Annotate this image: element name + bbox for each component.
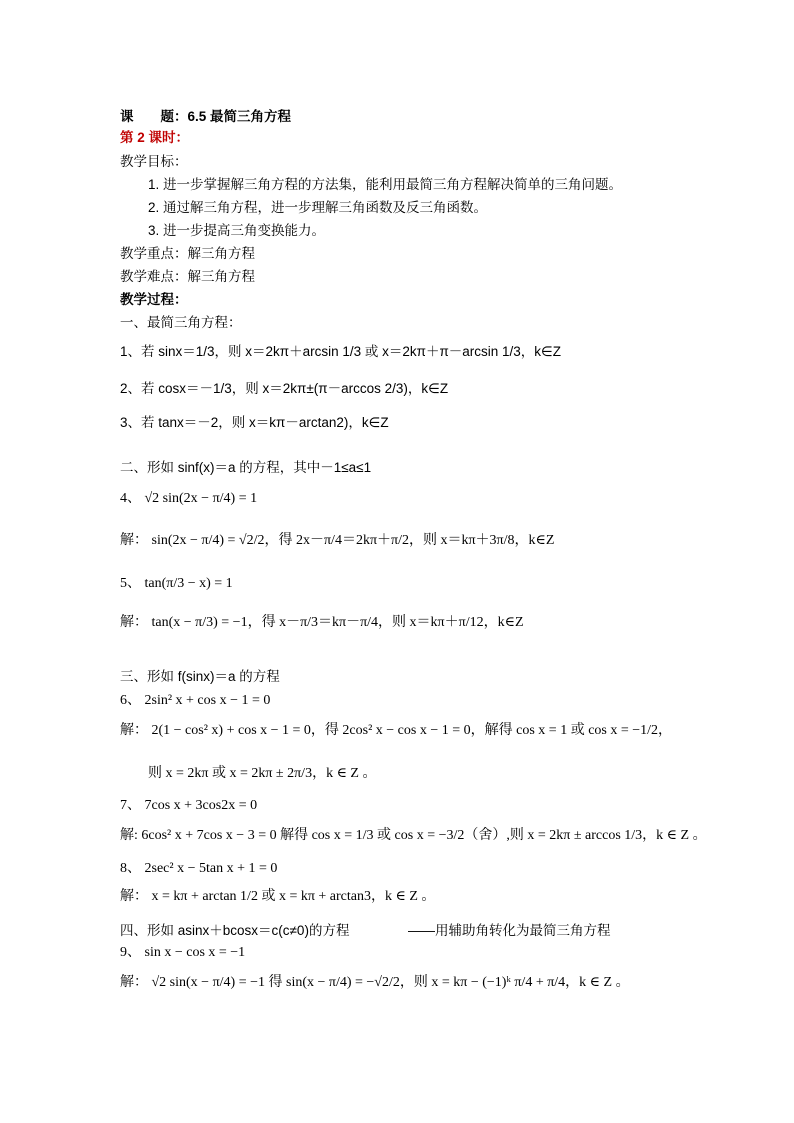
- equation-line: 3、若 tanx＝－2，则 x＝kπ－arctan2)，k∈Z: [120, 415, 389, 430]
- equation-line: 9、 sin x − cos x = −1: [120, 945, 246, 960]
- section-heading: 三、形如 f(sinx)＝a 的方程: [120, 669, 280, 684]
- section-note: ——用辅助角转化为最简三角方程: [408, 923, 611, 938]
- section-heading: 四、形如 asinx＋bcosx＝c(c≠0)的方程: [120, 923, 350, 938]
- difficult-point: 教学难点：解三角方程: [120, 269, 255, 284]
- objective-item: 2. 通过解三角方程，进一步理解三角函数及反三角函数。: [148, 200, 488, 215]
- equation-line: 1、若 sinx＝1/3，则 x＝2kπ＋arcsin 1/3 或 x＝2kπ＋π－arcsin 1/3，k∈Z: [120, 344, 562, 359]
- section-heading: 二、形如 sinf(x)＝a 的方程，其中－1≤a≤1: [120, 460, 372, 475]
- key-point: 教学重点：解三角方程: [120, 246, 255, 261]
- equation-line: 2、若 cosx＝－1/3，则 x＝2kπ±(π－arccos 2/3)，k∈Z: [120, 381, 449, 396]
- objective-item: 1. 进一步掌握解三角方程的方法集，能利用最简三角方程解决简单的三角问题。: [148, 177, 623, 192]
- solution-line: 解： 2(1 − cos² x) + cos x − 1 = 0，得 2cos² x − cos x − 1 = 0，解得 cos x = 1 或 cos x = −1/2，: [120, 723, 673, 738]
- solution-line: 解： sin(2x − π/4) = √2/2，得 2x－π/4＝2kπ＋π/2，则 x＝kπ＋3π/8，k∈Z: [120, 533, 555, 548]
- solution-line: 解： √2 sin(x − π/4) = −1 得 sin(x − π/4) = −√2/2，则 x = kπ − (−1)ᵏ π/4 + π/4，k ∈ Z 。: [120, 975, 630, 990]
- solution-line: 则 x = 2kπ 或 x = 2kπ ± 2π/3，k ∈ Z 。: [148, 766, 377, 781]
- equation-line: 8、 2sec² x − 5tan x + 1 = 0: [120, 861, 278, 876]
- lesson-period: 第 2 课时：: [120, 130, 190, 145]
- equation-line: 6、 2sin² x + cos x − 1 = 0: [120, 693, 271, 708]
- process-heading: 教学过程：: [120, 292, 188, 307]
- equation-line: 4、 √2 sin(2x − π/4) = 1: [120, 491, 258, 506]
- objectives-heading: 教学目标：: [120, 154, 188, 169]
- section-heading: 一、最简三角方程：: [120, 315, 242, 330]
- equation-line: 5、 tan(π/3 − x) = 1: [120, 576, 233, 591]
- solution-line: 解: 6cos² x + 7cos x − 3 = 0 解得 cos x = 1/3 或 cos x = −3/2（舍）,则 x = 2kπ ± arccos 1/3，k ∈ Z 。: [120, 828, 707, 843]
- equation-line: 7、 7cos x + 3cos2x = 0: [120, 798, 258, 813]
- lesson-title: 课 题：6.5 最简三角方程: [120, 109, 292, 124]
- objective-item: 3. 进一步提高三角变换能力。: [148, 223, 326, 238]
- solution-line: 解： tan(x − π/3) = −1，得 x－π/3＝kπ－π/4，则 x＝kπ＋π/12，k∈Z: [120, 615, 524, 630]
- solution-line: 解： x = kπ + arctan 1/2 或 x = kπ + arctan3，k ∈ Z 。: [120, 889, 436, 904]
